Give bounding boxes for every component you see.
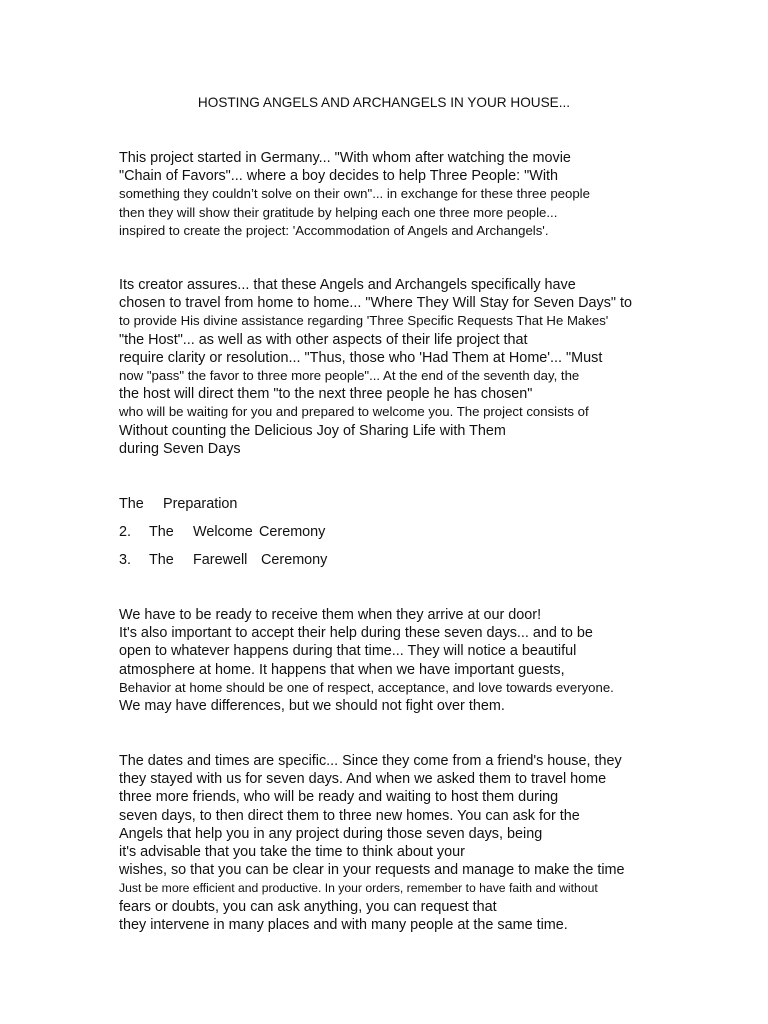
text-line: the host will direct them "to the next three people he has chosen"	[119, 386, 533, 403]
text-line: fears or doubts, you can ask anything, you can request that	[119, 898, 497, 915]
paragraph-dates-and-requests	[119, 752, 625, 934]
list-word: Welcome	[193, 524, 253, 540]
list-word: Farewell	[193, 552, 248, 568]
text-line: they intervene in many places and with many people at the same time.	[119, 916, 568, 933]
text-line: Angels that help you in any project during those seven days, being	[119, 825, 543, 842]
text-line: We have to be ready to receive them when they arrive at our door!	[119, 607, 542, 623]
text-line: Without counting the Delicious Joy of Sharing Life with Them	[119, 422, 506, 439]
text-line: inspired to create the project: 'Accommodation of Angels and Archangels'.	[119, 222, 549, 238]
text-line: during Seven Days	[119, 440, 241, 457]
paragraph-creator-assurance	[119, 276, 632, 458]
list-word: The	[149, 552, 174, 568]
list-item-welcome-ceremony	[119, 523, 325, 541]
text-line: now "pass" the favor to three more people"... At the end of the seventh day, the	[119, 367, 580, 383]
list-word: Preparation	[163, 496, 238, 512]
list-word: Ceremony	[259, 524, 326, 540]
text-line: it's advisable that you take the time to think about your	[119, 843, 465, 860]
list-word: Ceremony	[261, 552, 328, 568]
text-line: wishes, so that you can be clear in your requests and manage to make the time	[119, 862, 625, 879]
text-line: open to whatever happens during that time... They will notice a beautiful	[119, 643, 577, 660]
text-line: something they couldn’t solve on their own"... in exchange for these three people	[119, 186, 590, 202]
document-title: HOSTING ANGELS AND ARCHANGELS IN YOUR HOUSE...	[197, 95, 571, 110]
text-line: three more friends, who will be ready and waiting to host them during	[119, 789, 559, 806]
text-line: chosen to travel from home to home... "Where They Will Stay for Seven Days" to	[119, 295, 633, 312]
list-word: The	[149, 524, 174, 540]
text-line: Just be more efficient and productive. In your orders, remember to have faith and without	[119, 881, 598, 896]
text-line: Its creator assures... that these Angels and Archangels specifically have	[119, 277, 576, 293]
list-item-farewell-ceremony	[119, 551, 327, 569]
text-line: then they will show their gratitude by helping each one three more people...	[119, 204, 558, 220]
text-line: they stayed with us for seven days. And when we asked them to travel home	[119, 771, 607, 788]
list-number: 2.	[119, 524, 132, 540]
paragraph-project-origin	[119, 149, 590, 240]
text-line: to provide His divine assistance regarding 'Three Specific Requests That He Makes'	[119, 313, 609, 329]
text-line: require clarity or resolution... "Thus, those who 'Had Them at Home'... "Must	[119, 349, 603, 366]
text-line: "Chain of Favors"... where a boy decides to help Three People: "With	[119, 168, 559, 185]
paragraph-receiving-guests	[119, 606, 614, 715]
text-line: The dates and times are specific... Since they come from a friend's house, they	[119, 753, 622, 769]
list-word: The	[119, 496, 144, 512]
text-line: It's also important to accept their help during these seven days... and to be	[119, 625, 593, 642]
text-line: seven days, to then direct them to three new homes. You can ask for the	[119, 807, 580, 824]
list-item-preparation	[119, 495, 237, 513]
text-line: atmosphere at home. It happens that when we have important guests,	[119, 661, 565, 678]
list-number: 3.	[119, 552, 132, 568]
text-line: We may have differences, but we should not fight over them.	[119, 697, 505, 714]
text-line: Behavior at home should be one of respect, acceptance, and love towards everyone.	[119, 679, 614, 695]
text-line: "the Host"... as well as with other aspects of their life project that	[119, 331, 528, 348]
text-line: who will be waiting for you and prepared to welcome you. The project consists of	[119, 404, 589, 420]
text-line: This project started in Germany... "With whom after watching the movie	[119, 150, 571, 166]
